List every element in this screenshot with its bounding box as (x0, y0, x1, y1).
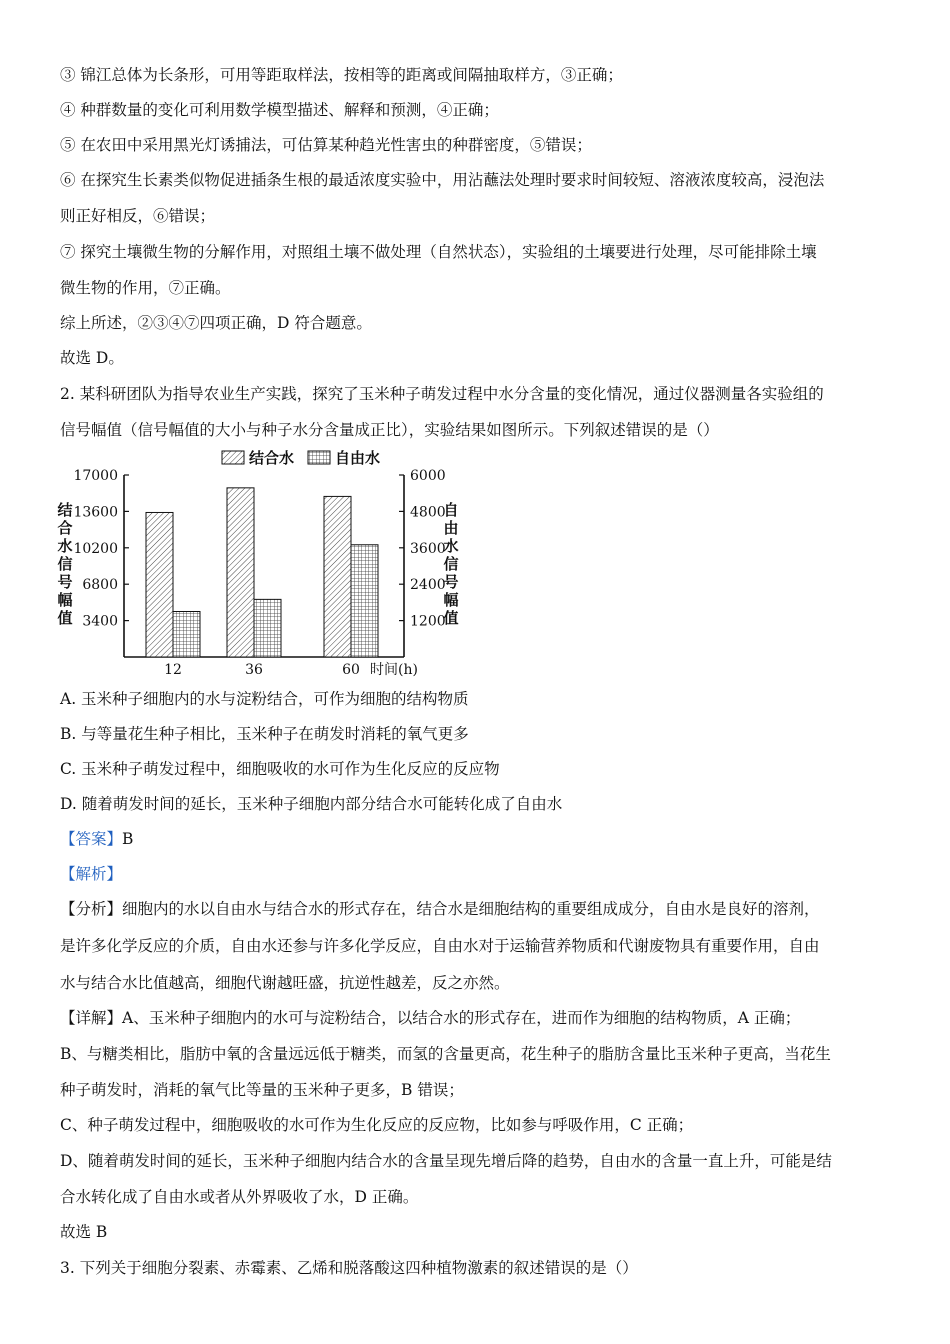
question-stem: 2. 某科研团队为指导农业生产实践，探究了玉米种子萌发过程中水分含量的变化情况，通过仪器测量各实验组的 (60, 385, 824, 403)
xiangjie-tag: 【详解】 (60, 1009, 123, 1027)
left-axis-title-char: 合 (57, 519, 73, 537)
right-axis-title-char: 值 (443, 609, 459, 627)
left-tick-label: 6800 (82, 577, 118, 594)
right-axis-title-char: 自 (443, 501, 459, 519)
right-axis-title-char: 水 (443, 537, 459, 555)
fenxi-text: 细胞内的水以自由水与结合水的形式存在，结合水是细胞结构的重要组成成分，自由水是良好的溶剂， (122, 900, 820, 918)
option-c: C. 玉米种子萌发过程中，细胞吸收的水可作为生化反应的反应物 (60, 760, 500, 778)
text-line: ⑦ 探究土壤微生物的分解作用，对照组土壤不做处理（自然状态），实验组的土壤要进行处理，尽可能排除土壤 (60, 243, 817, 261)
left-axis-title-char: 水 (57, 537, 73, 555)
legend-swatch-free (308, 451, 330, 464)
bar-free-water (254, 599, 281, 657)
text-line: 微生物的作用，⑦正确。 (60, 279, 231, 297)
analysis-line (60, 899, 900, 919)
question-stem: 信号幅值（信号幅值的大小与种子水分含量成正比），实验结果如图所示。下列叙述错误的是（） (60, 421, 719, 439)
bar-bound-water (227, 488, 254, 657)
question-stem: 3. 下列关于细胞分裂素、赤霉素、乙烯和脱落酸这四种植物激素的叙述错误的是（） (60, 1259, 638, 1277)
detail-a: A、玉米种子细胞内的水可与淀粉结合，以结合水的形式存在，进而作为细胞的结构物质，A 正确； (122, 1009, 801, 1027)
left-tick-label: 17000 (73, 468, 118, 484)
bar-bound-water (146, 512, 173, 657)
right-axis-title-char: 号 (443, 573, 459, 591)
fenxi-tag: 【分析】 (60, 900, 123, 918)
left-axis-title-char: 结 (57, 501, 73, 519)
x-axis-title: 时间(h) (370, 662, 418, 678)
x-tick-label: 60 (342, 662, 360, 678)
answer-line (60, 829, 900, 849)
legend-label-free: 自由水 (335, 449, 381, 467)
left-tick-label: 10200 (73, 540, 118, 557)
left-tick-label: 3400 (82, 613, 118, 630)
left-axis-title-char: 号 (57, 573, 73, 591)
option-a: A. 玉米种子细胞内的水与淀粉结合，可作为细胞的结构物质 (60, 690, 469, 708)
detail-line: B、与糖类相比，脂肪中氧的含量远远低于糖类，而氢的含量更高，花生种子的脂肪含量比玉米种子更高，当花生 (60, 1045, 831, 1063)
chart-bars (146, 488, 378, 657)
right-tick-label: 4800 (410, 504, 446, 521)
legend-swatch-bound (222, 451, 244, 464)
text-line: 则正好相反，⑥错误； (60, 207, 216, 225)
text-line: ③ 锦江总体为长条形，可用等距取样法，按相等的距离或间隔抽取样方，③正确； (60, 66, 623, 84)
right-tick-label: 6000 (410, 468, 446, 484)
analysis-tag: 【解析】 (60, 865, 123, 883)
detail-line: D、随着萌发时间的延长，玉米种子细胞内结合水的含量呈现先增后降的趋势，自由水的含量一直上升，可能是结 (60, 1152, 832, 1170)
left-axis-title-char: 值 (57, 609, 73, 627)
right-axis-title-char: 由 (443, 519, 459, 537)
text-line: ⑥ 在探究生长素类似物促进插条生根的最适浓度实验中，用沾蘸法处理时要求时间较短、溶液浓度较高，浸泡法 (60, 171, 825, 189)
water-signal-chart (50, 445, 470, 680)
bar-free-water (351, 545, 378, 657)
right-axis-title-char: 幅 (443, 591, 459, 609)
left-tick-label: 13600 (73, 504, 118, 521)
x-tick-label: 12 (164, 662, 182, 678)
analysis-line: 水与结合水比值越高，细胞代谢越旺盛，抗逆性越差，反之亦然。 (60, 974, 510, 992)
detail-line: 种子萌发时，消耗的氧气比等量的玉米种子更多，B 错误； (60, 1081, 464, 1099)
left-axis-title-char: 幅 (57, 591, 73, 609)
right-axis-title (443, 501, 458, 627)
summary-line: 综上所述，②③④⑦四项正确，D 符合题意。 (60, 314, 372, 332)
text-line: ⑤ 在农田中采用黑光灯诱捕法，可估算某种趋光性害虫的种群密度，⑤错误； (60, 136, 592, 154)
bar-bound-water (324, 496, 351, 657)
detail-line: C、种子萌发过程中，细胞吸收的水可作为生化反应的反应物，比如参与呼吸作用，C 正确； (60, 1116, 694, 1134)
analysis-line: 是许多化学反应的介质，自由水还参与许多化学反应，自由水对于运输营养物质和代谢废物具有重要作用，自由 (60, 937, 820, 955)
conclusion-line: 故选 B (60, 1223, 108, 1241)
right-tick-label: 1200 (410, 613, 446, 630)
x-tick-label: 36 (245, 662, 263, 678)
option-b: B. 与等量花生种子相比，玉米种子在萌发时消耗的氧气更多 (60, 725, 469, 743)
answer-value: B (122, 830, 134, 848)
conclusion-line: 故选 D。 (60, 349, 124, 367)
option-d: D. 随着萌发时间的延长，玉米种子细胞内部分结合水可能转化成了自由水 (60, 795, 563, 813)
bar-free-water (173, 612, 200, 658)
right-axis-title-char: 信 (443, 555, 459, 573)
right-tick-label: 3600 (410, 540, 446, 557)
text-line: ④ 种群数量的变化可利用数学模型描述、解释和预测，④正确； (60, 101, 499, 119)
detail-line: 合水转化成了自由水或者从外界吸收了水，D 正确。 (60, 1188, 419, 1206)
left-axis-title (57, 501, 72, 627)
chart-legend (222, 449, 380, 467)
answer-tag: 【答案】 (60, 830, 123, 848)
left-axis-title-char: 信 (57, 555, 73, 573)
legend-label-bound: 结合水 (249, 449, 295, 467)
right-tick-label: 2400 (410, 577, 446, 594)
detail-line (60, 1008, 900, 1028)
